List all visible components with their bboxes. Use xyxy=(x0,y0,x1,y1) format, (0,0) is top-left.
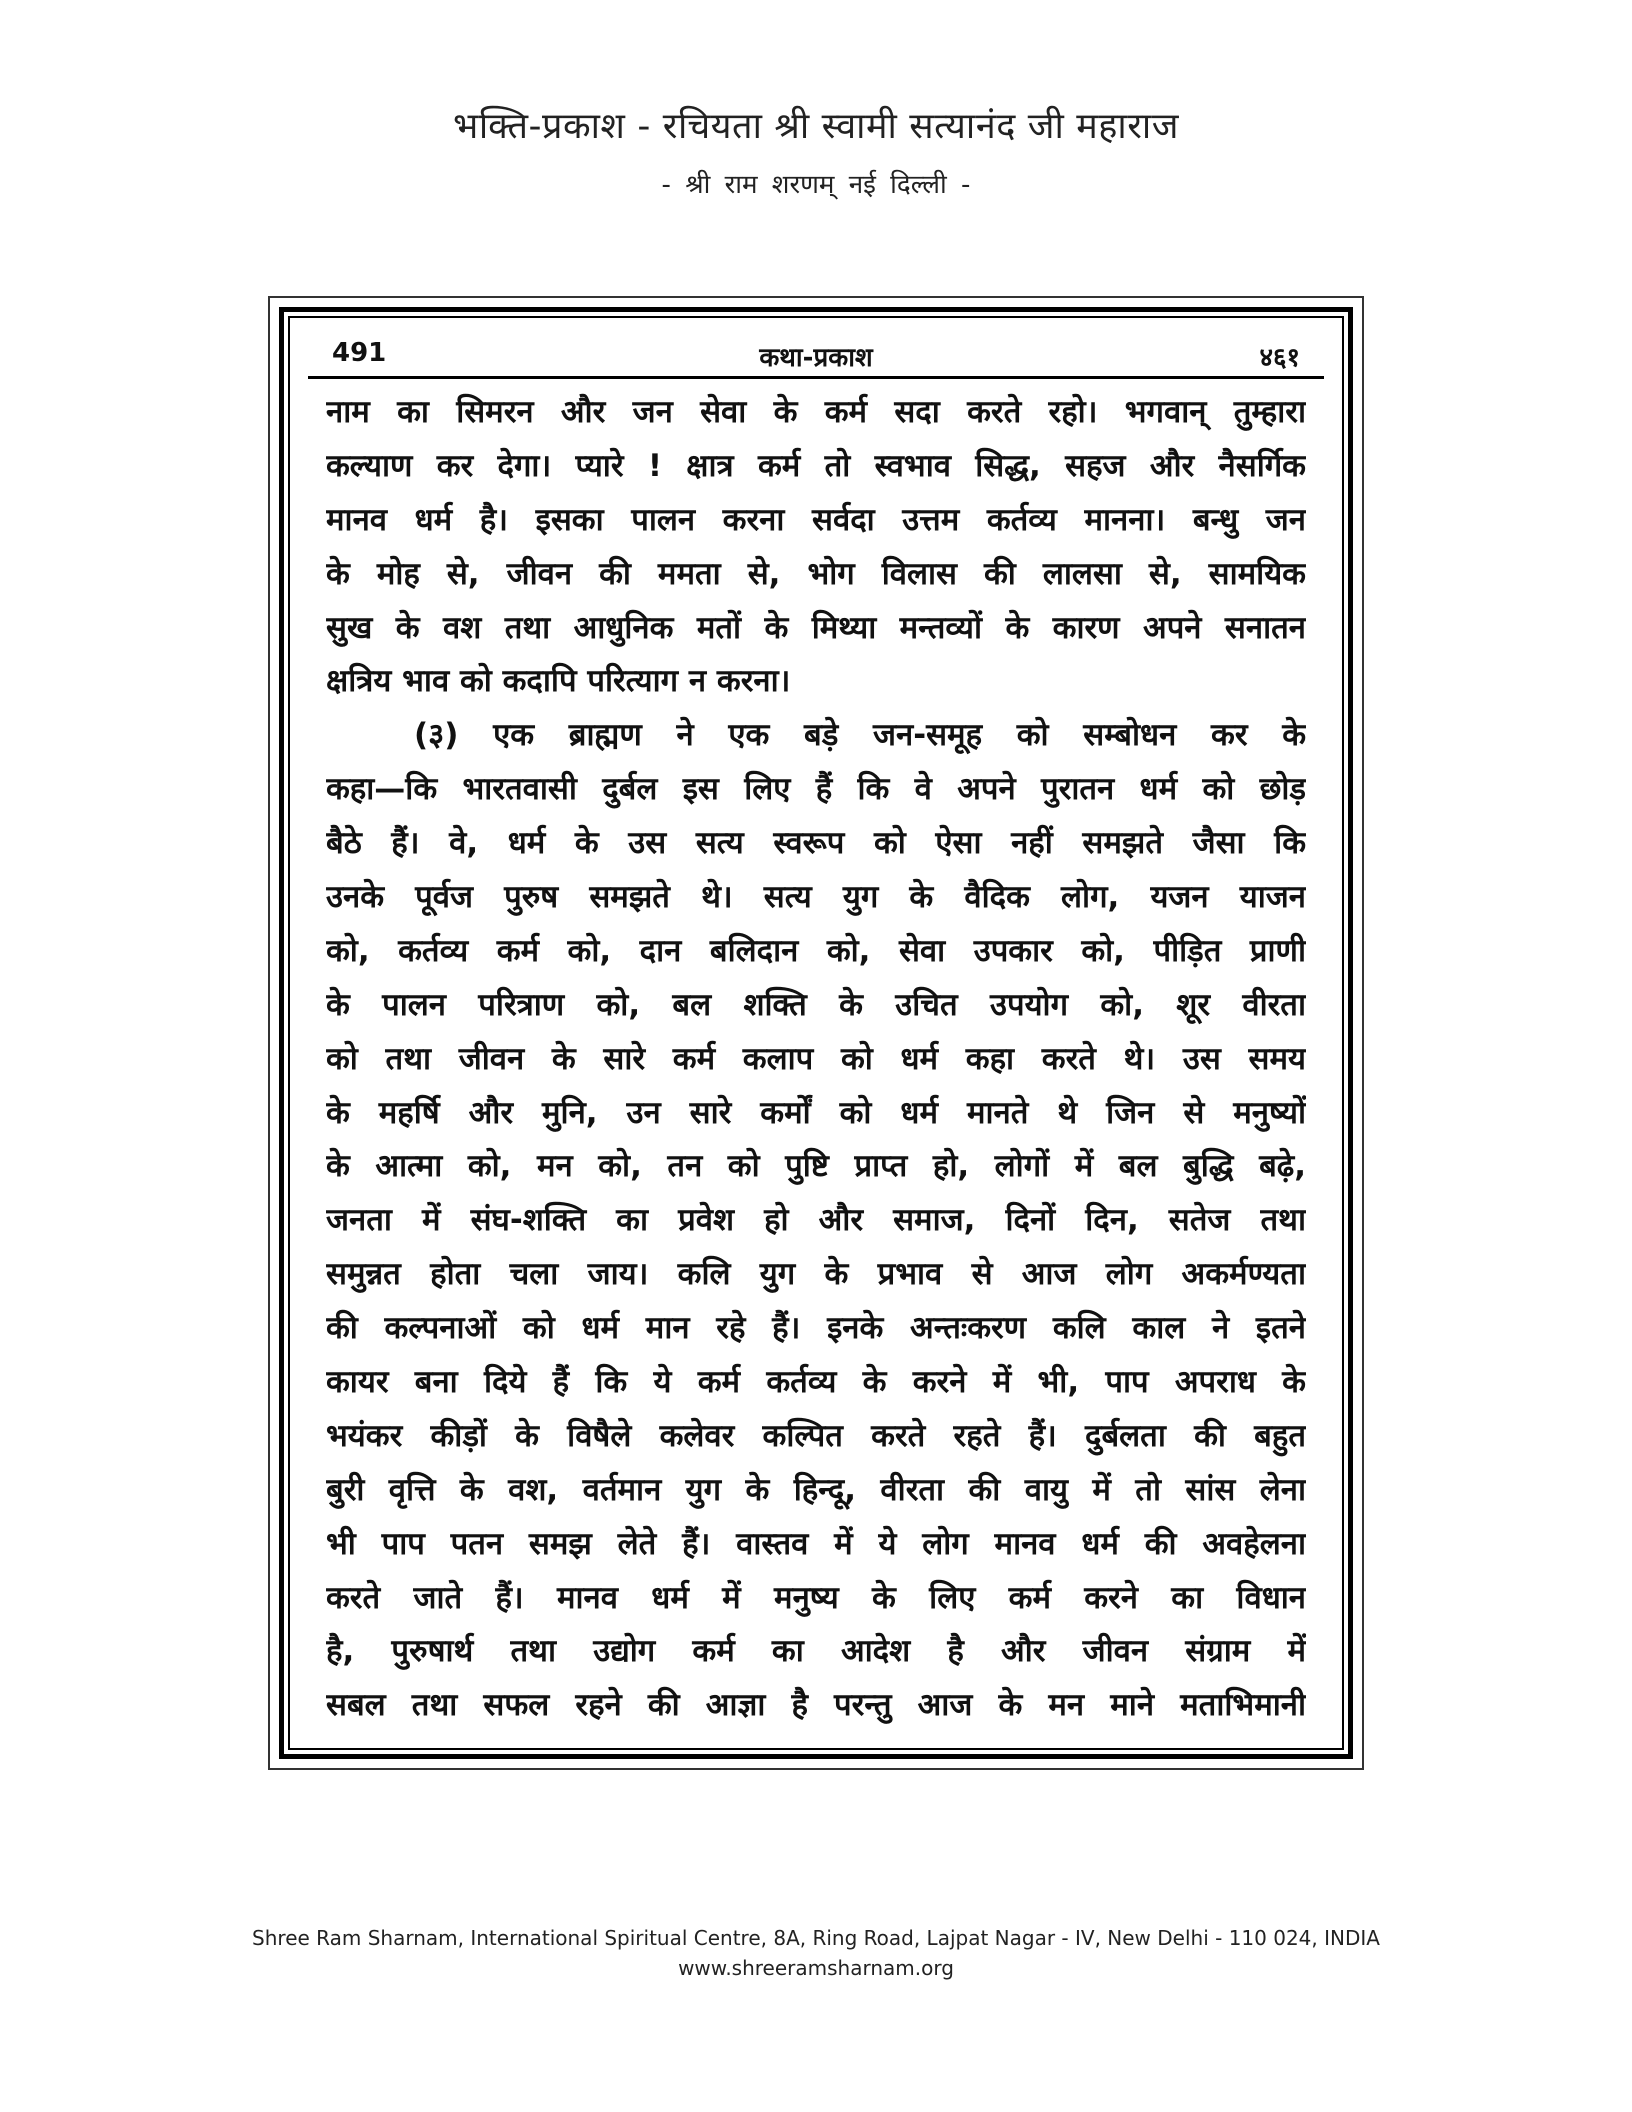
text-line: के मोह से, जीवन की ममता से, भोग विलास की लालसा से, सामयिक xyxy=(326,555,1306,592)
text-line: समुन्नत होता चला जाय। कलि युग के प्रभाव से आज लोग अकर्मण्यता xyxy=(326,1256,1306,1293)
text-line: कायर बना दिये हैं कि ये कर्म कर्तव्य के करने में भी, पाप अपराध के xyxy=(326,1364,1306,1401)
text-line: क्षत्रिय भाव को कदापि परित्याग न करना। xyxy=(326,663,791,700)
page-number-devanagari: ४६१ xyxy=(1259,343,1300,373)
text-line: कल्याण कर देगा। प्यारे ! क्षात्र कर्म तो स्वभाव सिद्ध, सहज और नैसर्गिक xyxy=(326,447,1306,484)
page-running-header xyxy=(320,332,1312,372)
page-number-arabic: 491 xyxy=(332,338,387,368)
text-line: उनके पूर्वज पुरुष समझते थे। सत्य युग के वैदिक लोग, यजन याजन xyxy=(326,879,1306,916)
text-line: सुख के वश तथा आधुनिक मतों के मिथ्या मन्तव्यों के कारण अपने सनातन xyxy=(326,609,1306,646)
text-line: भी पाप पतन समझ लेते हैं। वास्तव में ये लोग मानव धर्म की अवहेलना xyxy=(326,1525,1306,1562)
text-line: जनता में संघ-शक्ति का प्रवेश हो और समाज, दिनों दिन, सतेज तथा xyxy=(326,1202,1306,1239)
text-line: के महर्षि और मुनि, उन सारे कर्मों को धर्म मानते थे जिन से मनुष्यों xyxy=(326,1094,1306,1131)
footer-website: www.shreeramsharnam.org xyxy=(678,1956,954,1980)
text-line: के आत्मा को, मन को, तन को पुष्टि प्राप्त हो, लोगों में बल बुद्धि बढ़े, xyxy=(326,1148,1306,1185)
text-line: कहा—कि भारतवासी दुर्बल इस लिए हैं कि वे अपने पुरातन धर्म को छोड़ xyxy=(326,771,1306,808)
text-line: सबल तथा सफल रहने की आज्ञा है परन्तु आज के मन माने मताभिमानी xyxy=(326,1687,1306,1724)
text-line: बैठे हैं। वे, धर्म के उस सत्य स्वरूप को ऐसा नहीं समझते जैसा कि xyxy=(326,825,1306,862)
text-line: के पालन परित्राण को, बल शक्ति के उचित उपयोग को, शूर वीरता xyxy=(326,986,1306,1023)
page-frame-inner xyxy=(279,307,1353,1759)
chapter-title: कथा-प्रकाश xyxy=(759,343,873,373)
header-divider xyxy=(308,376,1324,379)
footer-address: Shree Ram Sharnam, International Spiritual Centre, 8A, Ring Road, Lajpat Nagar - IV, New Delhi - 110 024, INDIA xyxy=(252,1926,1380,1950)
text-line: नाम का सिमरन और जन सेवा के कर्म सदा करते रहो। भगवान् तुम्हारा xyxy=(326,394,1306,430)
page-frame-inner-rule xyxy=(288,316,1344,1750)
book-title: भक्ति-प्रकाश - रचियता श्री स्वामी सत्यानंद जी महाराज xyxy=(453,106,1179,147)
text-line: है, पुरुषार्थ तथा उद्योग कर्म का आदेश है और जीवन संग्राम में xyxy=(326,1633,1306,1670)
text-line: को, कर्तव्य कर्म को, दान बलिदान को, सेवा उपकार को, पीड़ित प्राणी xyxy=(326,932,1306,969)
text-line: बुरी वृत्ति के वश, वर्तमान युग के हिन्दू, वीरता की वायु में तो सांस लेना xyxy=(326,1471,1306,1508)
text-line: करते जाते हैं। मानव धर्म में मनुष्य के लिए कर्म करने का विधान xyxy=(326,1579,1306,1616)
text-line: (३) एक ब्राह्मण ने एक बड़े जन-समूह को सम्बोधन कर के xyxy=(414,717,1306,754)
page-frame xyxy=(268,296,1364,1770)
text-line: की कल्पनाओं को धर्म मान रहे हैं। इनके अन्तःकरण कलि काल ने इतने xyxy=(326,1310,1306,1347)
body-text xyxy=(326,386,1306,1728)
text-line: भयंकर कीड़ों के विषैले कलेवर कल्पित करते रहते हैं। दुर्बलता की बहुत xyxy=(326,1417,1306,1454)
book-subtitle: - श्री राम शरणम् नई दिल्ली - xyxy=(661,170,971,200)
text-line: को तथा जीवन के सारे कर्म कलाप को धर्म कहा करते थे। उस समय xyxy=(326,1040,1306,1077)
text-line: मानव धर्म है। इसका पालन करना सर्वदा उत्तम कर्तव्य मानना। बन्धु जन xyxy=(326,501,1306,538)
